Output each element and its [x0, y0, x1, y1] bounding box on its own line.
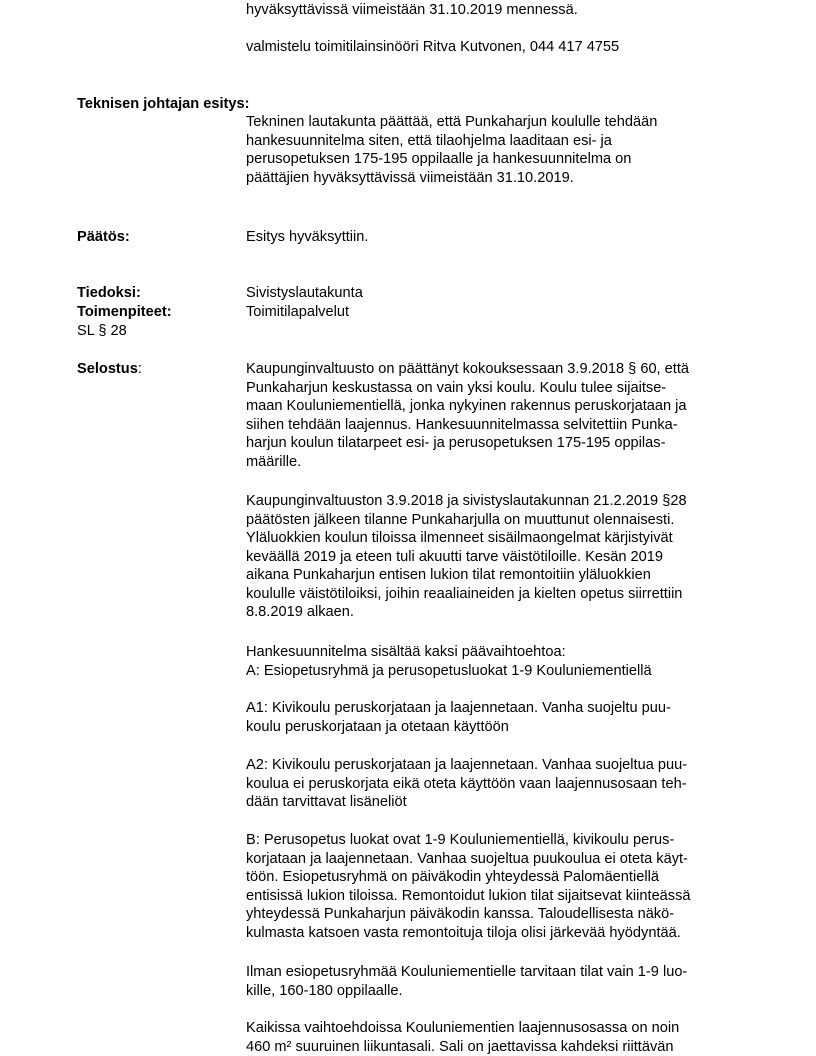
- text-line: Kaikissa vaihtoehdoissa Kouluniementien laajennusosassa on noin: [246, 1020, 680, 1036]
- text-line: siihen tehdään laajennus. Hankesuunnitelmassa selvitettiin Punka-: [246, 416, 678, 433]
- text-line: määrille.: [246, 453, 302, 470]
- text-line: 8.8.2019 alkaen.: [246, 604, 354, 620]
- text-line: 460 m² suuruinen liikuntasali. Sali on jaettavissa kahdeksi riittävän: [246, 1038, 674, 1055]
- text-line: Kaupunginvaltuuston 3.9.2018 ja sivistyslautakunnan 21.2.2019 §28: [246, 493, 687, 509]
- text-line: perusopetuksen 175-195 oppilaalle ja hankesuunnitelma on: [246, 151, 632, 167]
- decision-label: Päätös:: [77, 229, 130, 245]
- text-line: päätösten jälkeen tilanne Punkaharjulla on muuttunut olennaisesti.: [246, 511, 675, 528]
- for-information-label: Tiedoksi:: [77, 285, 141, 301]
- text-line: hyväksyttävissä viimeistään 31.10.2019 mennessä.: [246, 2, 578, 18]
- option-a2: [246, 756, 746, 812]
- text-line: Tekninen lautakunta päättää, että Punkaharjun koululle tehdään: [246, 114, 658, 130]
- text-line: Toimitilapalvelut: [246, 304, 350, 320]
- actions-label: Toimenpiteet:: [77, 304, 172, 320]
- text-line: Esitys hyväksyttiin.: [246, 229, 369, 245]
- text-line: töön. Esiopetusryhmä on päiväkodin yhteydessä Palomäentiellä: [246, 869, 659, 885]
- text-line: valmistelu toimitilainsinööri Ritva Kutvonen, 044 417 4755: [246, 39, 620, 55]
- proposal-text: [246, 113, 746, 187]
- text-line: hankesuunnitelma siten, että tilaohjelma laaditaan esi- ja: [246, 132, 612, 149]
- preparer-info: [246, 38, 746, 57]
- text-line: päättäjien hyväksyttävissä viimeistään 31.10.2019.: [246, 169, 574, 186]
- text-line: Sivistyslautakunta: [246, 285, 363, 301]
- text-line: korjataan ja laajennetaan. Vanhaa suojeltua puukoulua ei oteta käyt-: [246, 850, 688, 867]
- explanation-paragraph-2: [246, 492, 746, 622]
- text-line: entisissä lukion tiloissa. Remontoidut lukion tilat sijaitsevat kiinteässä: [246, 887, 691, 904]
- text-line: koulu peruskorjataan ja otetaan käyttöön: [246, 718, 509, 735]
- proposal-label: Teknisen johtajan esitys:: [77, 96, 250, 112]
- explanation-label-colon: :: [137, 361, 142, 377]
- intro-text-continued: [246, 1, 746, 20]
- text-line: Ilman esiopetusryhmää Kouluniementielle tarvitaan tilat vain 1-9 luo-: [246, 964, 688, 980]
- explanation-paragraph-3: [246, 643, 746, 680]
- explanation-label: [77, 360, 142, 379]
- text-line: A: Esiopetusryhmä ja perusopetusluokat 1-9 Kouluniementiellä: [246, 662, 652, 679]
- text-line: koululle väistötiloiksi, joihin reaaliaineiden ja kielten opetus siirrettiin: [246, 585, 683, 602]
- text-line: B: Perusopetus luokat ovat 1-9 Kouluniementiellä, kivikoulu perus-: [246, 832, 675, 848]
- for-information-value: [246, 284, 746, 303]
- text-line: Kaupunginvaltuusto on päättänyt kokouksessaan 3.9.2018 § 60, että: [246, 361, 690, 377]
- explanation-paragraph-1: [246, 360, 746, 471]
- text-line: aikana Punkaharjun entisen lukion tilat remontoitiin yläluokkien: [246, 567, 651, 583]
- text-line: yhteydessä Punkaharjun päiväkodin kanssa. Taloudellisesta näkö-: [246, 906, 675, 922]
- text-line: A1: Kivikoulu peruskorjataan ja laajennetaan. Vanha suojeltu puu-: [246, 700, 671, 716]
- text-line: Punkaharjun keskustassa on vain yksi koulu. Koulu tulee sijaitse-: [246, 379, 667, 396]
- text-line: A2: Kivikoulu peruskorjataan ja laajennetaan. Vanhaa suojeltua puu-: [246, 757, 688, 773]
- text-line: Yläluokkien koulun tiloissa ilmenneet sisäilmaongelmat kärjistyivät: [246, 530, 673, 546]
- text-line: keväällä 2019 ja eteen tuli akuutti tarve väistötiloille. Kesän 2019: [246, 548, 663, 565]
- text-line: koulua ei peruskorjata eikä oteta käyttöön vaan laajennusosaan teh-: [246, 775, 687, 792]
- section-reference: SL § 28: [77, 323, 127, 339]
- decision-text: [246, 228, 746, 247]
- option-a1: [246, 699, 746, 736]
- explanation-paragraph-8: [246, 1019, 746, 1056]
- text-line: harjun koulun tilatarpeet esi- ja perusopetuksen 175-195 oppilas-: [246, 435, 666, 451]
- text-line: dään tarvittavat lisäneliöt: [246, 794, 407, 810]
- explanation-label-text: Selostus: [77, 361, 138, 377]
- explanation-paragraph-7: [246, 963, 746, 1000]
- actions-value: [246, 303, 746, 322]
- text-line: kulmasta katsoen vasta remontoituja tiloja olisi järkevää hyödyntää.: [246, 924, 681, 941]
- text-line: kille, 160-180 oppilaalle.: [246, 982, 403, 999]
- text-line: Hankesuunnitelma sisältää kaksi päävaihtoehtoa:: [246, 644, 566, 660]
- text-line: maan Kouluniementiellä, jonka nykyinen rakennus peruskorjataan ja: [246, 398, 687, 414]
- option-b: [246, 831, 746, 942]
